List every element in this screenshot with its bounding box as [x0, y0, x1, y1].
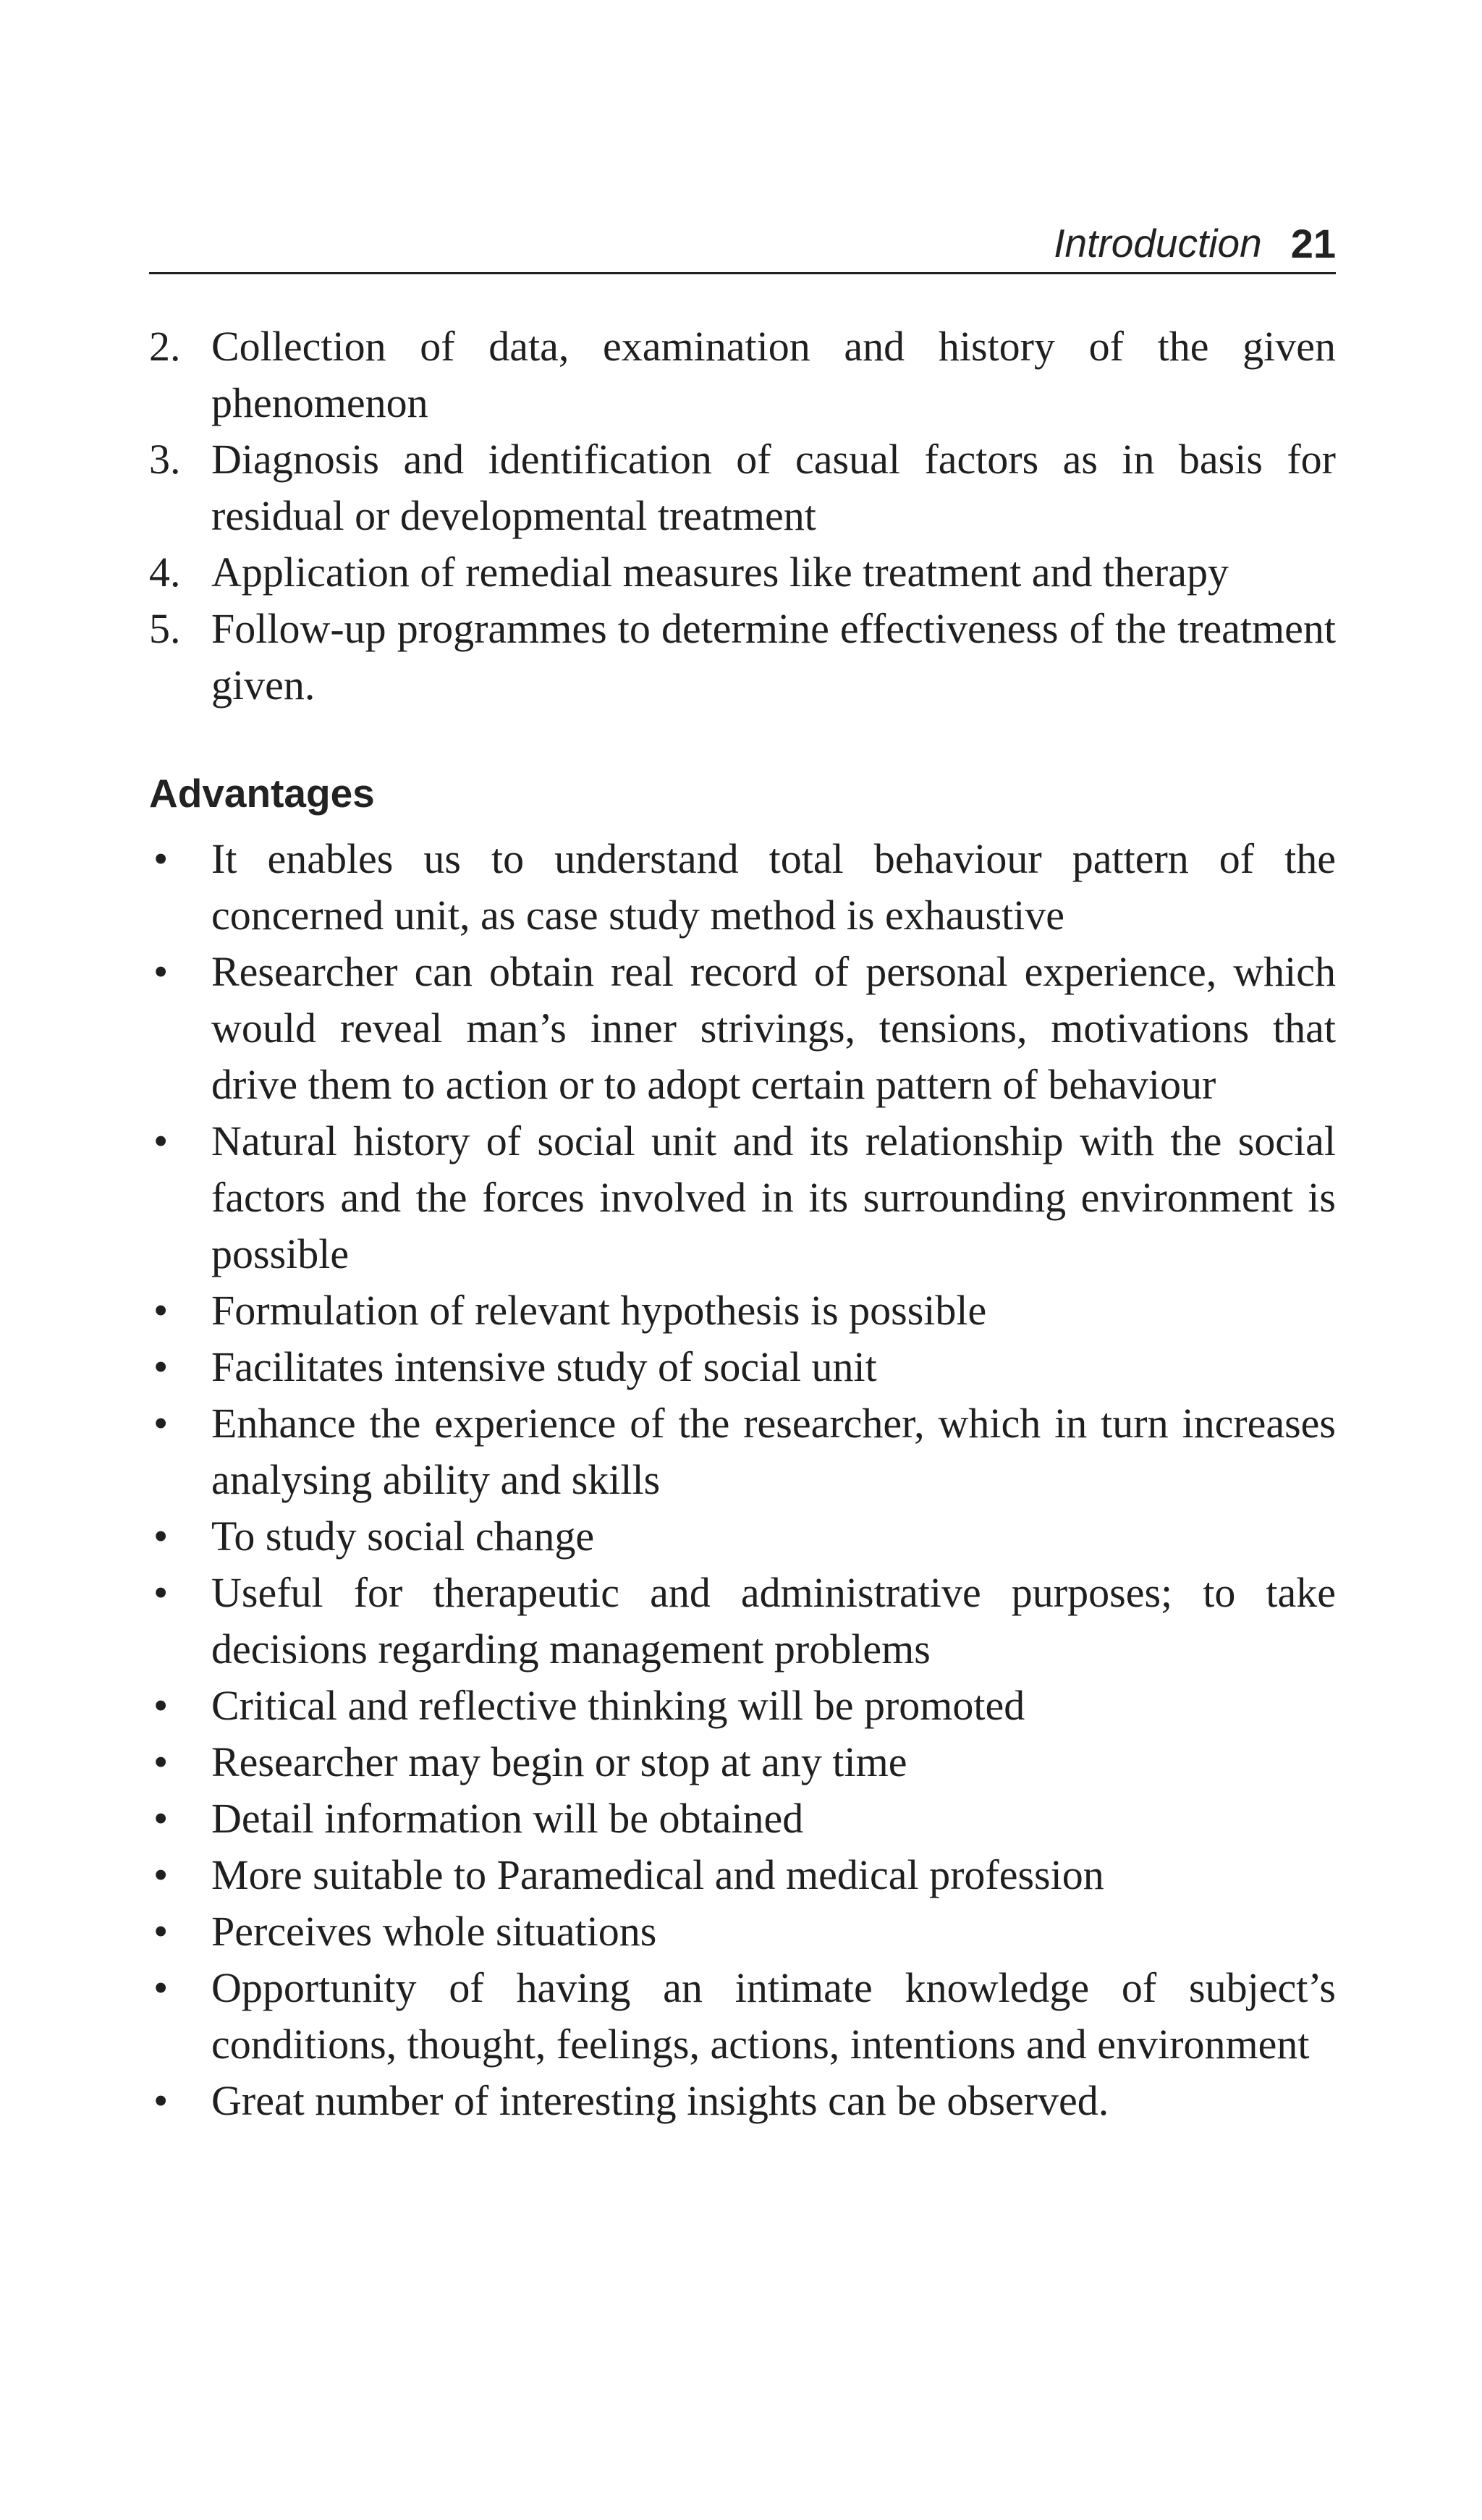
advantage-text: Opportunity of having an intimate knowledge of subject’s conditions, thought, feelings, actions, intentions and environment: [211, 1964, 1336, 2068]
bullet-marker: •: [153, 1343, 169, 1390]
list-item: [149, 1960, 1336, 2073]
list-item: [149, 1678, 1336, 1734]
advantage-text: To study social change: [211, 1513, 595, 1560]
bullet-marker: •: [153, 948, 169, 995]
list-item: [149, 1734, 1336, 1790]
advantage-text: Facilitates intensive study of social unit: [211, 1343, 877, 1390]
numbered-steps-list: [149, 318, 1336, 714]
advantage-text: Detail information will be obtained: [211, 1795, 804, 1842]
step-text: Follow-up programmes to determine effectiveness of the treatment given.: [211, 605, 1336, 709]
running-header: [149, 214, 1336, 274]
list-item: [149, 2073, 1336, 2129]
bullet-marker: •: [153, 1682, 169, 1729]
advantage-text: Formulation of relevant hypothesis is possible: [211, 1287, 987, 1334]
running-header-title: Introduction: [1054, 221, 1262, 266]
step-number: 4.: [149, 549, 181, 596]
list-item: [149, 1113, 1336, 1282]
list-item: [149, 1565, 1336, 1678]
bullet-marker: •: [153, 1738, 169, 1785]
advantage-text: More suitable to Paramedical and medical profession: [211, 1851, 1104, 1898]
advantage-text: Critical and reflective thinking will be promoted: [211, 1682, 1025, 1729]
step-number: 3.: [149, 436, 181, 483]
bullet-marker: •: [153, 1569, 169, 1616]
bullet-marker: •: [153, 1117, 169, 1164]
list-item: [149, 431, 1336, 544]
bullet-marker: •: [153, 1400, 169, 1447]
bullet-marker: •: [153, 1908, 169, 1955]
bullet-marker: •: [153, 1851, 169, 1898]
bullet-marker: •: [153, 1964, 169, 2011]
list-item: [149, 1282, 1336, 1339]
advantage-text: It enables us to understand total behaviour pattern of the concerned unit, as case study method is exhaustive: [211, 835, 1336, 939]
page-body: [149, 318, 1336, 2129]
list-item: [149, 601, 1336, 714]
bullet-marker: •: [153, 1513, 169, 1560]
list-item: [149, 831, 1336, 944]
advantage-text: Useful for therapeutic and administrative purposes; to take decisions regarding management problems: [211, 1569, 1336, 1673]
advantage-text: Natural history of social unit and its relationship with the social factors and the forces involved in its surrounding environment is possible: [211, 1117, 1336, 1277]
step-text: Application of remedial measures like treatment and therapy: [211, 549, 1229, 596]
bullet-marker: •: [153, 2077, 169, 2124]
advantage-text: Researcher can obtain real record of personal experience, which would reveal man’s inner strivings, tensions, motivations that drive them to action or to adopt certain pattern of behaviour: [211, 948, 1336, 1108]
list-item: [149, 1339, 1336, 1395]
page-number: 21: [1290, 220, 1336, 266]
advantages-list: [149, 831, 1336, 2129]
advantage-text: Great number of interesting insights can be observed.: [211, 2077, 1109, 2124]
list-item: [149, 1847, 1336, 1903]
list-item: [149, 944, 1336, 1113]
list-item: [149, 1903, 1336, 1960]
bullet-marker: •: [153, 1795, 169, 1842]
advantage-text: Researcher may begin or stop at any time: [211, 1738, 907, 1785]
list-item: [149, 544, 1336, 601]
list-item: [149, 1395, 1336, 1508]
advantage-text: Perceives whole situations: [211, 1908, 657, 1955]
step-number: 2.: [149, 323, 181, 370]
step-number: 5.: [149, 605, 181, 652]
list-item: [149, 1790, 1336, 1847]
bullet-marker: •: [153, 1287, 169, 1334]
list-item: [149, 1508, 1336, 1565]
step-text: Diagnosis and identification of casual factors as in basis for residual or developmental treatment: [211, 436, 1336, 539]
bullet-marker: •: [153, 835, 169, 882]
advantage-text: Enhance the experience of the researcher, which in turn increases analysing ability and skills: [211, 1400, 1336, 1503]
step-text: Collection of data, examination and history of the given phenomenon: [211, 323, 1336, 426]
list-item: [149, 318, 1336, 431]
advantages-heading: Advantages: [149, 771, 375, 816]
